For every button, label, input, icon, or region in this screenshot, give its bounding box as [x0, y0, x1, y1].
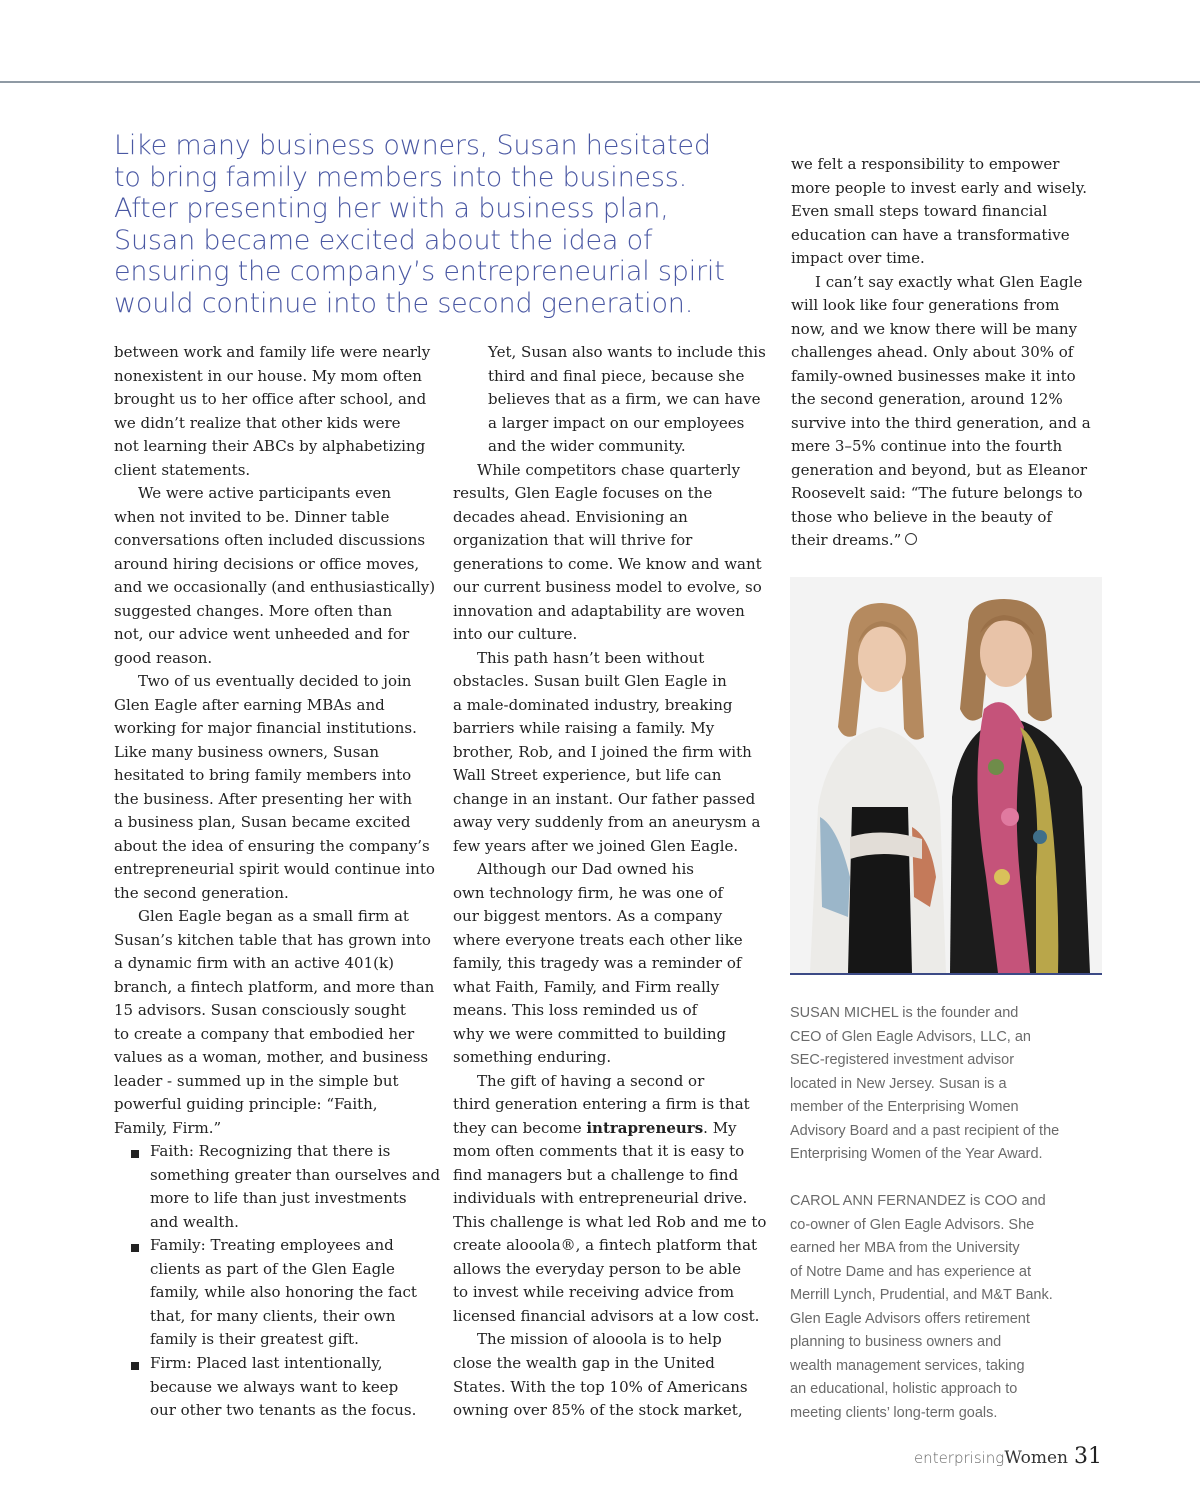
bullet-line: and wealth. [150, 1212, 239, 1231]
caption-line: Enterprising Women of the Year Award. [790, 1146, 1043, 1162]
body-line: mere 3–5% continue into the fourth [791, 437, 1063, 455]
bullet-line: family is their greatest gift. [150, 1330, 359, 1348]
body-line: our current business model to evolve, so [453, 578, 762, 596]
body-line: conversations often included discussions [114, 531, 426, 549]
body-line: good reason. [114, 648, 213, 667]
body-line: education can have a transformative [791, 225, 1070, 244]
body-line: client statements. [114, 460, 251, 479]
magazine-name-part1: enterprising [913, 1449, 1005, 1467]
body-line: away very suddenly from an aneurysm a [453, 813, 761, 831]
body-line: Although our Dad owned his [477, 860, 694, 878]
bullet-marker [131, 1244, 139, 1252]
body-line: hesitated to bring family members into [114, 766, 412, 784]
body-line: brother, Rob, and I joined the firm with [453, 742, 752, 761]
body-line: allows the everyday person to be able [453, 1259, 741, 1278]
pull-quote-line: to bring family members into the business. [114, 161, 688, 193]
body-line: a dynamic firm with an active 401(k) [114, 954, 394, 972]
body-line: around hiring decisions or office moves, [114, 554, 420, 573]
caption-line: planning to business owners and [790, 1334, 1002, 1350]
bullet-line: more to life than just investments [150, 1189, 407, 1207]
body-line: close the wealth gap in the United [453, 1354, 715, 1372]
body-line: Roosevelt said: “The future belongs to [791, 484, 1083, 502]
body-line: a business plan, Susan became excited [114, 813, 411, 831]
body-line: the second generation. [114, 883, 289, 902]
body-line: Yet, Susan also wants to include this [488, 343, 766, 361]
body-line: about the idea of ensuring the company’s [114, 836, 430, 855]
body-line: our biggest mentors. As a company [453, 907, 723, 925]
bullet-marker [131, 1362, 139, 1370]
body-line: powerful guiding principle: “Faith, [114, 1095, 378, 1113]
body-line: believes that as a firm, we can have [488, 390, 761, 408]
body-line: The gift of having a second or [477, 1071, 705, 1090]
caption-line: CAROL ANN FERNANDEZ is COO and [790, 1193, 1046, 1209]
caption-line: member of the Enterprising Women [790, 1099, 1019, 1115]
body-line: a larger impact on our employees [488, 413, 745, 432]
pull-quote-line: Like many business owners, Susan hesitated [114, 130, 711, 161]
end-of-article-icon [905, 533, 917, 545]
body-line: individuals with entrepreneurial drive. [453, 1189, 748, 1207]
body-line: obstacles. Susan built Glen Eagle in [453, 672, 727, 690]
body-line: States. With the top 10% of Americans [453, 1377, 748, 1396]
body-line: a male-dominated industry, breaking [453, 695, 733, 714]
body-line: Like many business owners, Susan [114, 742, 380, 761]
body-line: few years after we joined Glen Eagle. [453, 836, 739, 855]
body-line: not, our advice went unheeded and for [114, 625, 410, 643]
body-line: change in an instant. Our father passed [453, 789, 756, 808]
body-line: third and final piece, because she [488, 366, 745, 385]
bullet-line: Firm: Placed last intentionally, [150, 1354, 383, 1372]
body-line: mom often comments that it is easy to [453, 1142, 745, 1160]
bullet-line: that, for many clients, their own [150, 1306, 396, 1325]
body-line: Family, Firm.” [114, 1118, 222, 1137]
body-line: means. This loss reminded us of [453, 1001, 698, 1019]
photo-bottom-rule [790, 973, 1102, 975]
body-line: challenges ahead. Only about 30% of [791, 343, 1074, 361]
body-line: This challenge is what led Rob and me to [453, 1212, 767, 1231]
bullet-line: our other two tenants as the focus. [150, 1401, 417, 1419]
caption-line: co-owner of Glen Eagle Advisors. She [790, 1216, 1035, 1233]
body-line: Wall Street experience, but life can [453, 766, 722, 784]
caption-line: Advisory Board and a past recipient of the [790, 1122, 1060, 1139]
bullet-line: because we always want to keep [150, 1377, 399, 1396]
body-line: something enduring. [453, 1048, 612, 1066]
body-line: brought us to her office after school, and [114, 390, 427, 408]
body-line: will look like four generations from [791, 296, 1060, 314]
body-line: owning over 85% of the stock market, [453, 1401, 743, 1419]
bullet-line: Faith: Recognizing that there is [150, 1142, 391, 1160]
body-line: organization that will thrive for [453, 531, 693, 549]
magazine-name-part2: Women [1004, 1448, 1068, 1468]
body-line: generation and beyond, but as Eleanor [791, 460, 1088, 479]
bold-term: intrapreneurs [586, 1118, 704, 1137]
bullet-line: clients as part of the Glen Eagle [150, 1259, 395, 1278]
caption-line: located in New Jersey. Susan is a [790, 1075, 1007, 1092]
body-line: innovation and adaptability are woven [453, 601, 745, 620]
body-line: own technology firm, he was one of [453, 883, 724, 902]
bullet-line: something greater than ourselves and [150, 1165, 441, 1184]
body-line: This path hasn’t been without [477, 648, 705, 667]
body-line: family-owned businesses make it into [791, 366, 1076, 385]
body-line: Glen Eagle after earning MBAs and [114, 695, 385, 714]
body-line: find managers but a challenge to find [453, 1165, 739, 1184]
body-line: branch, a fintech platform, and more than [114, 977, 435, 996]
body-line: generations to come. We know and want [453, 554, 762, 573]
body-text: they can become [453, 1118, 587, 1137]
caption-line: of Notre Dame and has experience at [790, 1263, 1031, 1280]
body-line: into our culture. [453, 625, 578, 643]
body-line: not learning their ABCs by alphabetizing [114, 437, 426, 455]
body-line [791, 529, 917, 553]
body-line: Two of us eventually decided to join [138, 672, 412, 690]
body-line: nonexistent in our house. My mom often [114, 366, 422, 385]
body-line: why we were committed to building [453, 1024, 727, 1043]
body-line: between work and family life were nearly [114, 343, 431, 361]
bullet-line: Family: Treating employees and [150, 1236, 394, 1254]
bullet-marker [131, 1150, 139, 1158]
body-line: impact over time. [791, 249, 925, 267]
page-footer [914, 1444, 1102, 1469]
body-line: I can’t say exactly what Glen Eagle [815, 272, 1083, 291]
body-line: values as a woman, mother, and business [114, 1048, 429, 1066]
header-rule [0, 81, 1200, 83]
body-line: results, Glen Eagle focuses on the [453, 484, 713, 502]
pull-quote-line: would continue into the second generation. [114, 287, 694, 319]
caption-line: Glen Eagle Advisors offers retirement [790, 1310, 1030, 1327]
body-line: entrepreneurial spirit would continue into [114, 860, 435, 878]
caption-line: earned her MBA from the University [790, 1240, 1020, 1256]
body-line: Even small steps toward financial [791, 202, 1048, 220]
body-line: working for major financial institutions. [114, 719, 417, 737]
pull-quote-line: Susan became excited about the idea of [114, 224, 653, 256]
caption-line: meeting clients’ long-term goals. [790, 1404, 998, 1421]
pull-quote [114, 130, 725, 319]
body-line: to invest while receiving advice from [453, 1283, 735, 1301]
body-line: 15 advisors. Susan consciously sought [114, 1001, 406, 1019]
body-line: now, and we know there will be many [791, 319, 1078, 338]
body-line: we didn’t realize that other kids were [114, 413, 401, 432]
body-line: decades ahead. Envisioning an [453, 507, 688, 526]
body-line: third generation entering a firm is that [453, 1095, 750, 1113]
portrait-illustration [790, 577, 1102, 973]
page-number: 31 [1074, 1444, 1102, 1469]
body-line: survive into the third generation, and a [791, 413, 1091, 432]
body-line: family, this tragedy was a reminder of [453, 954, 742, 972]
body-line: licensed financial advisors at a low cost. [453, 1306, 760, 1325]
body-text: . My [703, 1118, 737, 1137]
body-line: what Faith, Family, and Firm really [453, 977, 720, 996]
caption-line: SUSAN MICHEL is the founder and [790, 1005, 1019, 1021]
body-line: those who believe in the beauty of [791, 507, 1052, 526]
body-line: Susan’s kitchen table that has grown into [114, 930, 431, 949]
body-line: leader - summed up in the simple but [114, 1071, 399, 1090]
body-line: more people to invest early and wisely. [791, 178, 1088, 197]
body-line [453, 1117, 737, 1141]
portrait-photo [790, 577, 1102, 973]
body-line: We were active participants even [138, 484, 391, 502]
body-line: when not invited to be. Dinner table [114, 507, 390, 526]
body-line: suggested changes. More often than [114, 601, 393, 620]
pull-quote-line: ensuring the company’s entrepreneurial spirit [114, 256, 725, 287]
bullet-line: family, while also honoring the fact [150, 1283, 417, 1301]
body-line: the business. After presenting her with [114, 789, 413, 808]
body-line: where everyone treats each other like [453, 930, 743, 949]
body-line: and the wider community. [488, 437, 686, 455]
body-line: barriers while raising a family. My [453, 719, 715, 737]
caption-line: SEC-registered investment advisor [790, 1052, 1015, 1068]
caption-line: wealth management services, taking [790, 1357, 1025, 1374]
body-line: the second generation, around 12% [791, 390, 1063, 408]
body-line: Glen Eagle began as a small firm at [138, 907, 409, 925]
body-line: we felt a responsibility to empower [791, 155, 1060, 173]
body-line: to create a company that embodied her [114, 1024, 415, 1043]
caption-line: an educational, holistic approach to [790, 1381, 1018, 1397]
body-line: While competitors chase quarterly [477, 460, 741, 479]
caption-line: Merrill Lynch, Prudential, and M&T Bank. [790, 1287, 1053, 1303]
body-line: The mission of alooola is to help [477, 1330, 722, 1348]
body-line: create alooola®, a fintech platform that [453, 1236, 758, 1254]
caption-line: CEO of Glen Eagle Advisors, LLC, an [790, 1028, 1031, 1045]
pull-quote-line: After presenting her with a business plan, [114, 193, 669, 224]
body-line: and we occasionally (and enthusiastically) [114, 578, 436, 596]
body-text: their dreams.” [791, 531, 902, 549]
